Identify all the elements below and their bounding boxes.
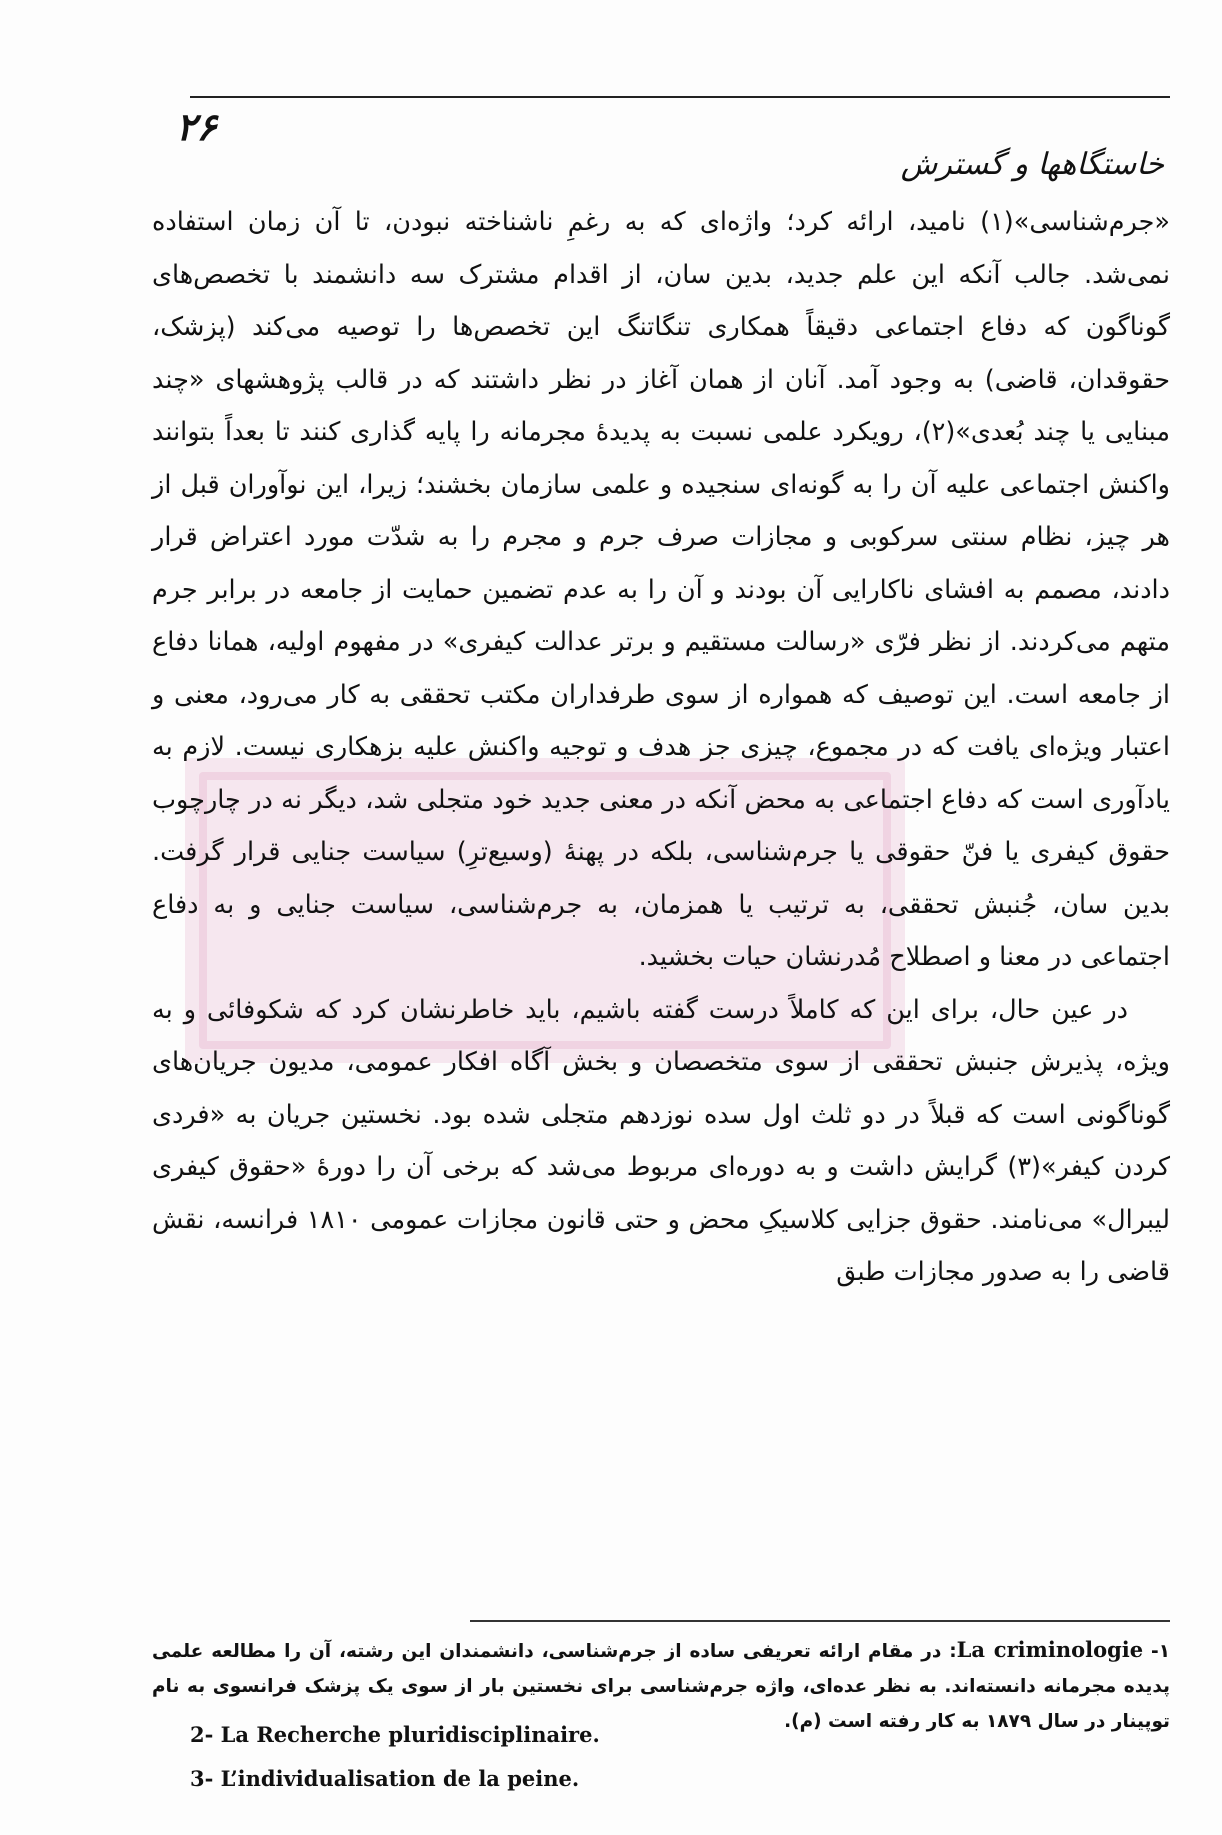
footnote-3: 3- L’individualisation de la peine.: [190, 1766, 580, 1791]
footnote-1-text: : در مقام ارائه تعریفی ساده از جرم‌شناسی، دانشمندان این رشته، آن را مطالعه علمی پدیده مجرمانه دانسته‌اند. به نظر عده‌ای، واژه جرم‌شناسی برای نخستین بار از سوی یک پزشک فرانسوی به نام توپینار در سال ۱۸۷۹ به کار رفته است (م).: [152, 1641, 1170, 1732]
footnote-1-term: La criminologie: [956, 1637, 1144, 1662]
page-number: ۲۶: [176, 104, 217, 149]
paragraph-2: در عین حال، برای این که کاملاً درست گفته باشیم، باید خاطرنشان کرد که شکوفائی و به ویژه، پذیرش جنبش تحققی از سوی متخصصان و بخش آگاه افکار عمومی، مدیون جریان‌های گوناگونی است که قبلاً در دو ثلث اول سده نوزدهم متجلی شده بود. نخستین جریان به «فردی کردن کیفر»(۳) گرایش داشت و به دوره‌ای مربوط می‌شد که برخی آن را دورهٔ «حقوق کیفری لیبرال» می‌نامند. حقوق جزایی کلاسیکِ محض و حتی قانون مجازات عمومی ۱۸۱۰ فرانسه، نقش قاضی را به صدور مجازات طبق: [152, 994, 1170, 1287]
body-text: [152, 196, 1170, 1299]
paragraph-1: «جرم‌شناسی»(۱) نامید، ارائه کرد؛ واژه‌ای که به رغمِ ناشناخته نبودن، تا آن زمان استفاده نمی‌شد. جالب آنکه این علم جدید، بدین سان، از اقدام مشترک سه دانشمند با تخصص‌های گوناگون که دفاع اجتماعی دقیقاً همکاری تنگاتنگ این تخصص‌ها را توصیه می‌کند (پزشک، حقوقدان، قاضی) به وجود آمد. آنان از همان آغاز در نظر داشتند که در قالب پژوهشهای «چند مبنایی یا چند بُعدی»(۲)، رویکرد علمی نسبت به پدیدهٔ مجرمانه را پایه گذاری کنند تا بعداً بتوانند واکنش اجتماعی علیه آن را به گونه‌ای سنجیده و علمی سازمان بخشند؛ زیرا، این نوآوران قبل از هر چیز، نظام سنتی سرکوبی و مجازات صرف جرم و مجرم را به شدّت مورد اعتراض قرار دادند، مصمم به افشای ناکارایی آن بودند و آن را به عدم تضمین حمایت از جامعه در برابر جرم متهم می‌کردند. از نظر فرّی «رسالت مستقیم و برتر عدالت کیفری» در مفهوم اولیه، همانا دفاع از جامعه است. این توصیف که همواره از سوی طرفداران مکتب تحققی به کار می‌رود، معنی و اعتبار ویژه‌ای یافت که در مجموع، چیزی جز هدف و توجیه واکنش علیه بزهکاری نیست. لازم به یادآوری است که دفاع اجتماعی به محض آنکه در معنی جدید خود متجلی شد، دیگر نه در چارچوب حقوق کیفری یا فنّ حقوقی یا جرم‌شناسی، بلکه در پهنهٔ (وسیع‌ترِ) سیاست جنایی قرار گرفت. بدین سان، جُنبش تحققی، به ترتیب یا همزمان، به جرم‌شناسی، سیاست جنایی و به دفاع اجتماعی در معنا و اصطلاح مُدرنشان حیات بخشید.: [152, 207, 1170, 972]
header-rule: [190, 96, 1170, 98]
footnote-1-number: ۱-: [1151, 1641, 1170, 1662]
running-head: خاستگاهها و گسترش: [900, 147, 1164, 182]
footnote-rule: [470, 1620, 1170, 1622]
footnote-2: 2- La Recherche pluridisciplinaire.: [190, 1722, 600, 1747]
